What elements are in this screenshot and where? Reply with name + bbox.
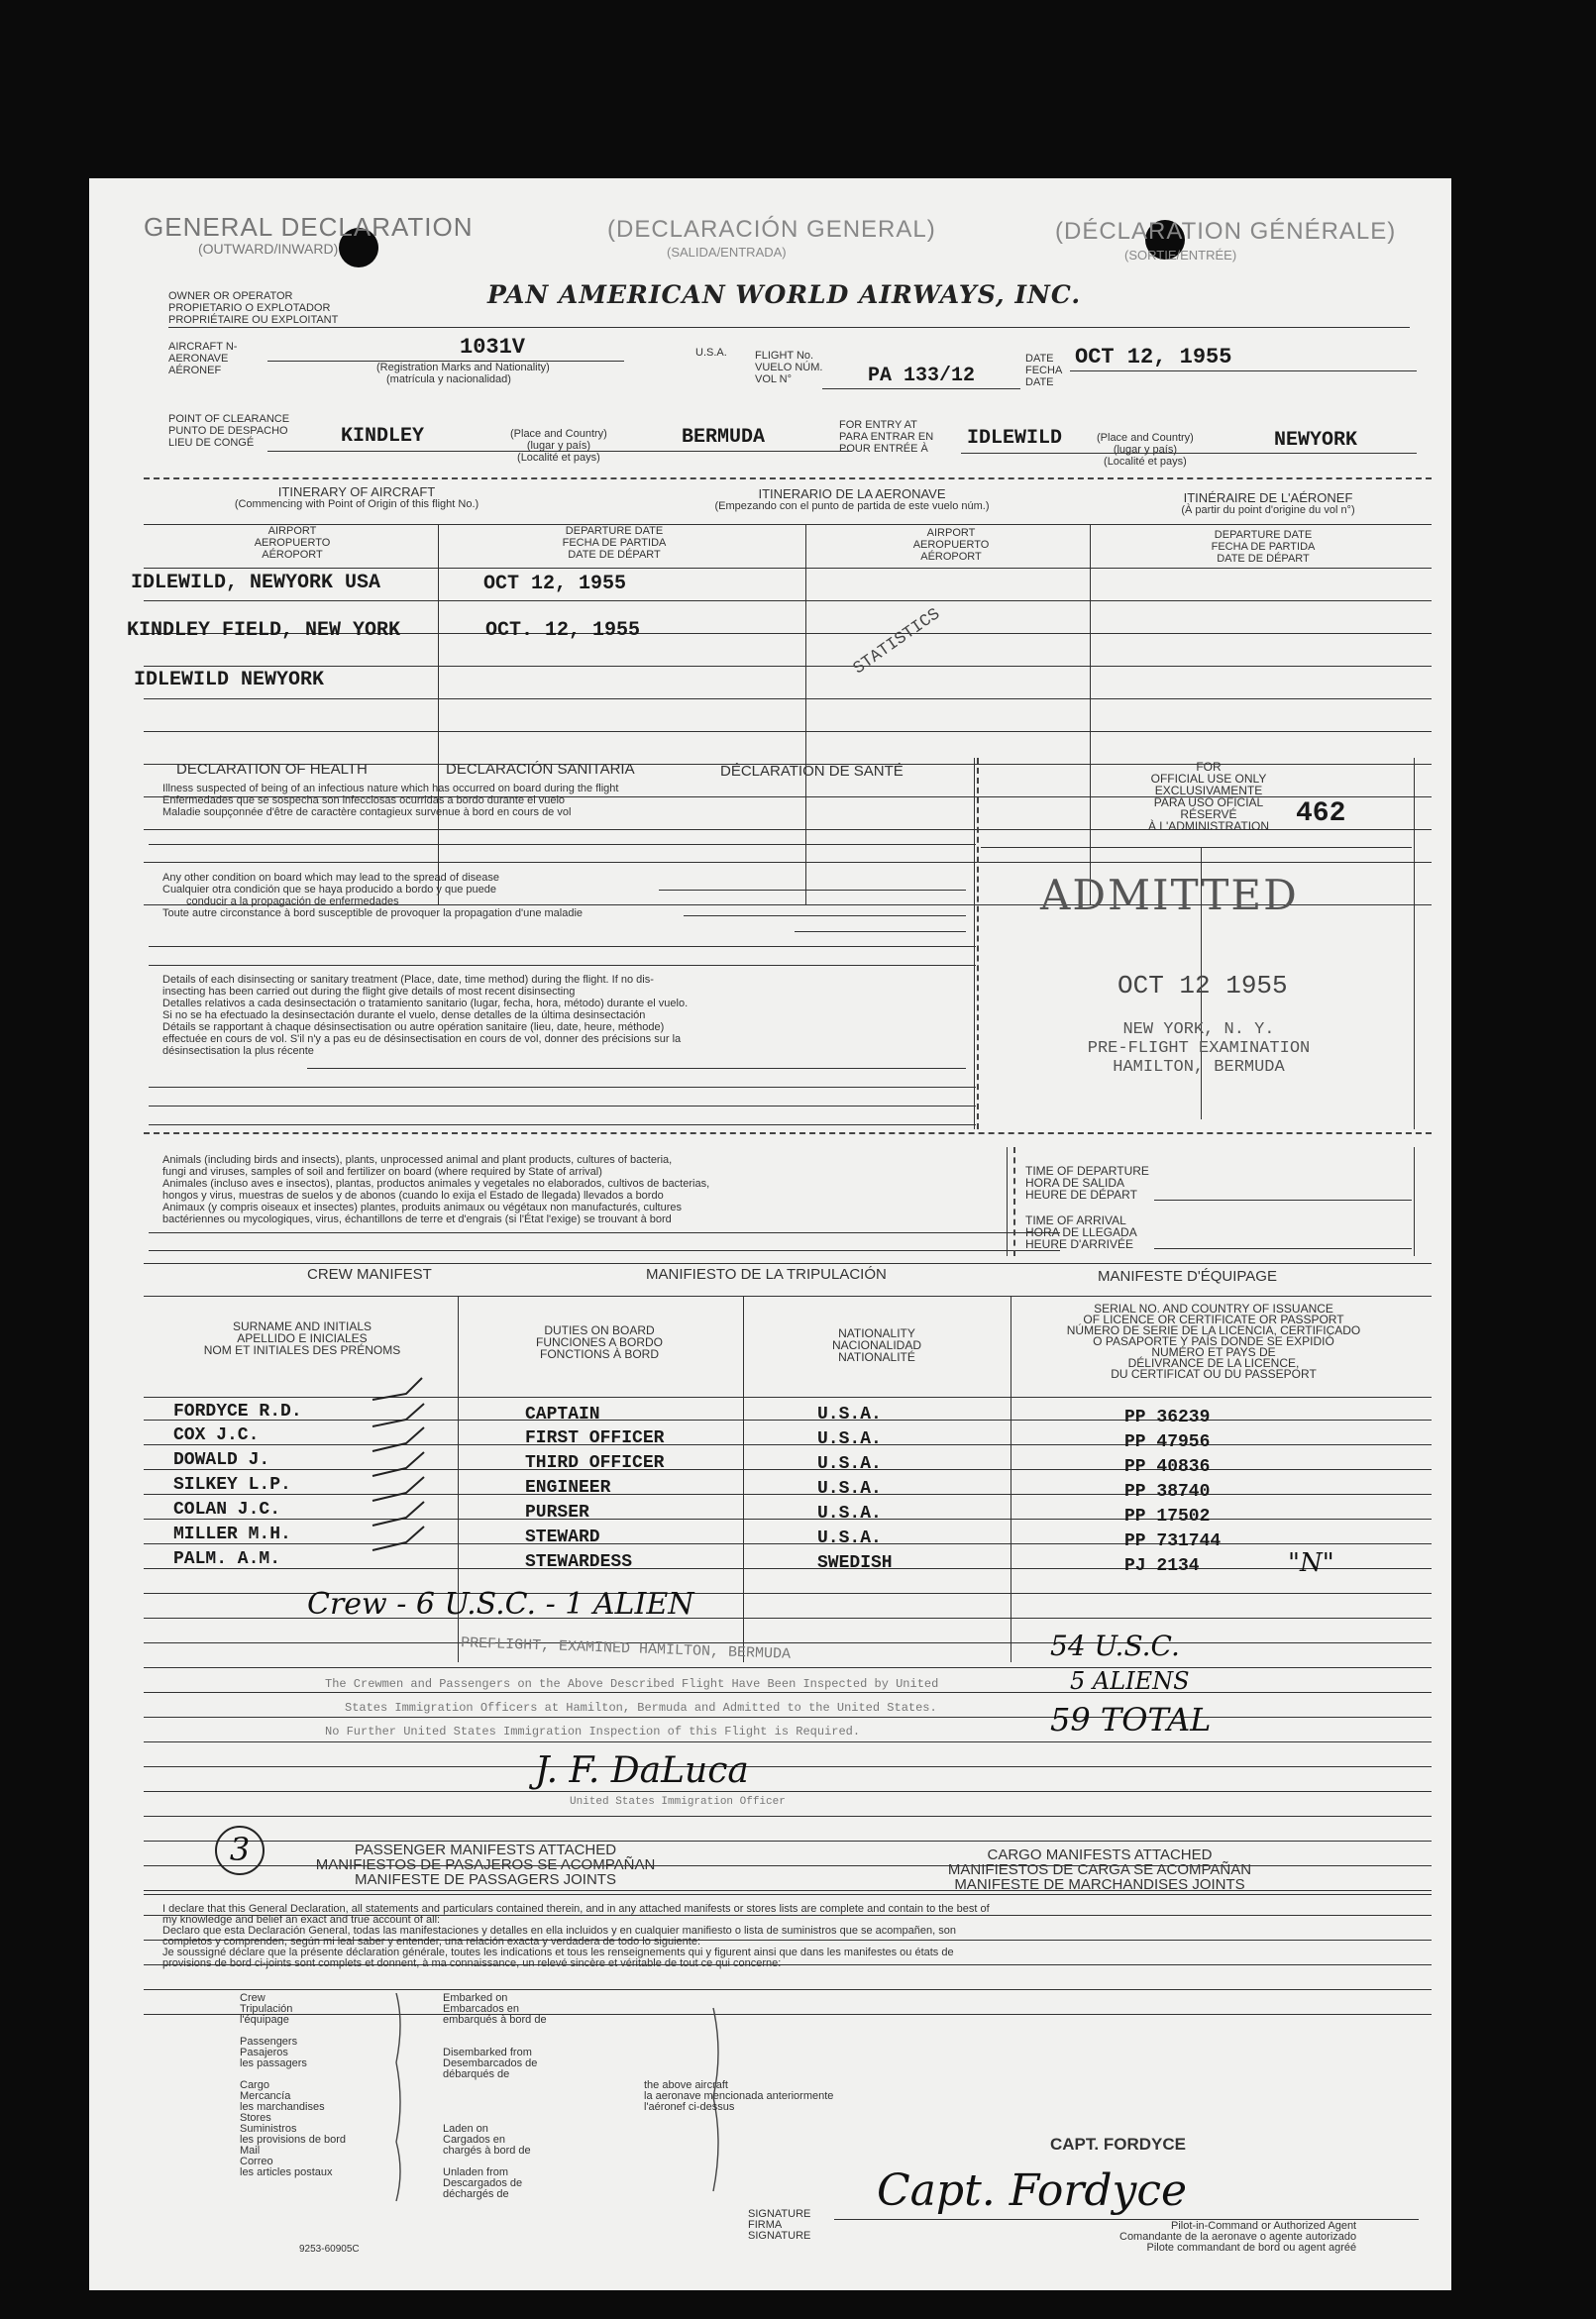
crew-heading-en: CREW MANIFEST bbox=[307, 1266, 432, 1283]
clearance-place: KINDLEY bbox=[341, 425, 425, 448]
crew-row-duty: CAPTAIN bbox=[525, 1405, 600, 1424]
crew-row-duty: ENGINEER bbox=[525, 1478, 611, 1498]
entry-label: FOR ENTRY AT PARA ENTRAR EN POUR ENTRÉE À bbox=[839, 419, 934, 455]
crew-row-name: DOWALD J. bbox=[173, 1450, 270, 1470]
signature-label: SIGNATURE FIRMA SIGNATURE bbox=[748, 2208, 811, 2242]
tally-aliens: 5 ALIENS bbox=[1070, 1667, 1190, 1695]
itinerary-heading-en: ITINERARY OF AIRCRAFT (Commencing with Point of Origin of this flight No.) bbox=[234, 484, 479, 510]
title-en: GENERAL DECLARATION bbox=[144, 212, 474, 242]
itinerary-col-date-2: DEPARTURE DATE FECHA DE PARTIDA DATE DE DÉPART bbox=[1211, 529, 1316, 565]
captain-signature: Capt. Fordyce bbox=[877, 2165, 1188, 2216]
itinerary-heading-es: ITINERARIO DE LA AERONAVE (Empezando con el punto de partida de este vuelo núm.) bbox=[714, 486, 990, 512]
admitted-stamp-date: OCT 12 1955 bbox=[1117, 971, 1288, 1001]
declaration-categories: Crew Tripulación l'équipage Passengers Pasajeros les passagers Cargo Mercancía les marchandises Stores Suministros les provisions de bord Mail Correo les articles postaux bbox=[240, 1992, 347, 2178]
flight-value: PA 133/12 bbox=[868, 365, 976, 387]
itinerary-row-date: OCT 12, 1955 bbox=[483, 573, 627, 595]
title-es-sub: (SALIDA/ENTRADA) bbox=[667, 245, 787, 260]
entry-country: NEWYORK bbox=[1274, 429, 1358, 452]
crew-row-licence: PP 36239 bbox=[1124, 1408, 1211, 1427]
check-marks bbox=[367, 1372, 456, 1570]
official-use-label: FOR OFFICIAL USE ONLY EXCLUSIVAMENTE PARA USO OFICIAL RÉSERVÉ À L'ADMINISTRATION bbox=[1147, 760, 1270, 833]
other-condition-text: Any other condition on board which may lead to the spread of disease Cualquier otra condición que se haya producido a bordo y que puede conducir a la propagación de enfermedades Toute autre circonstance à bord susceptible de provoquer la propagation d'une maladie bbox=[162, 872, 584, 919]
immigration-officer-label: United States Immigration Officer bbox=[570, 1796, 786, 1808]
aircraft-value: 1031V bbox=[460, 335, 526, 360]
crew-row-nationality: U.S.A. bbox=[817, 1429, 882, 1449]
itinerary-row-airport: IDLEWILD, NEWYORK USA bbox=[131, 572, 381, 594]
crew-col-duty: DUTIES ON BOARD FUNCIONES A BORDO FONCTIONS À BORD bbox=[535, 1323, 664, 1361]
itinerary-col-airport-2: AIRPORT AEROPUERTO AÉROPORT bbox=[912, 527, 990, 563]
crew-row-nationality: U.S.A. bbox=[817, 1454, 882, 1474]
cargo-manifests-label: CARGO MANIFESTS ATTACHED MANIFIESTOS DE CARGA SE ACOMPAÑAN MANIFESTE DE MARCHANDISES JOINTS bbox=[947, 1846, 1252, 1893]
crew-row-duty: STEWARD bbox=[525, 1528, 600, 1547]
owner-value: PAN AMERICAN WORLD AIRWAYS, INC. bbox=[487, 280, 1082, 309]
title-en-sub: (OUTWARD/INWARD) bbox=[198, 241, 339, 257]
crew-row-nationality: U.S.A. bbox=[817, 1528, 882, 1548]
palm-mark: "N" bbox=[1288, 1548, 1334, 1578]
itinerary-row-airport: IDLEWILD NEWYORK bbox=[134, 669, 325, 691]
captain-name: CAPT. FORDYCE bbox=[1050, 2135, 1186, 2154]
crew-col-licence: SERIAL NO. AND COUNTRY OF ISSUANCE OF LICENCE OR CERTIFICATE OR PASSPORT NÚMERO DE SERIE DE LA LICENCIA, CERTIFICADO O PASAPORTE Y PAÍS DONDE SE EXPIDIÓ NUMÉRO ET PAYS DE DÉLIVRANCE DE LA LICENCE, DU CERTIFICAT OU DU PASSEPORT bbox=[1066, 1302, 1361, 1381]
admitted-stamp-location: NEW YORK, N. Y. PRE-FLIGHT EXAMINATION HAMILTON, BERMUDA bbox=[1087, 1020, 1311, 1077]
itinerary-row-airport: KINDLEY FIELD, NEW YORK bbox=[127, 619, 401, 642]
crew-row-duty: PURSER bbox=[525, 1503, 589, 1523]
crew-col-name: SURNAME AND INITIALS APELLIDO E INICIALES NOM ET INITIALES DES PRÉNOMS bbox=[203, 1319, 401, 1357]
flight-label: FLIGHT No. VUELO NÚM. VOL N° bbox=[755, 350, 823, 385]
departure-time-label: TIME OF DEPARTURE HORA DE SALIDA HEURE DE DÉPART bbox=[1025, 1164, 1149, 1202]
tally-total: 59 TOTAL bbox=[1050, 1701, 1212, 1739]
date-value: OCT 12, 1955 bbox=[1075, 345, 1232, 369]
tally-usc: 54 U.S.C. bbox=[1050, 1630, 1180, 1662]
passenger-manifests-label: PASSENGER MANIFESTS ATTACHED MANIFIESTOS DE PASAJEROS SE ACOMPAÑAN MANIFESTE DE PASSAGERS JOINTS bbox=[315, 1842, 656, 1888]
crew-heading-fr: MANIFESTE D'ÉQUIPAGE bbox=[1098, 1268, 1277, 1285]
crew-row-duty: FIRST OFFICER bbox=[525, 1428, 665, 1448]
clearance-label: POINT OF CLEARANCE PUNTO DE DESPACHO LIEU DE CONGÉ bbox=[168, 413, 290, 449]
crew-row-licence: PP 17502 bbox=[1124, 1507, 1211, 1527]
itinerary-row-date: OCT. 12, 1955 bbox=[485, 619, 641, 642]
crew-row-name: MILLER M.H. bbox=[173, 1525, 291, 1544]
immigration-stamp-text: The Crewmen and Passengers on the Above Described Flight Have Been Inspected by United States Immigration Officers at Hamilton, Bermuda and Admitted to the United States. No Further United States Immigration Inspection of this Flight is Required. bbox=[325, 1677, 939, 1739]
registration-note: (Registration Marks and Nationality) (matrícula y nacionalidad) bbox=[376, 362, 550, 385]
form-number: 9253-60905C bbox=[299, 2244, 360, 2255]
crew-row-duty: THIRD OFFICER bbox=[525, 1453, 665, 1473]
crew-row-nationality: U.S.A. bbox=[817, 1405, 882, 1424]
itinerary-heading-fr: ITINÉRAIRE DE L'AÉRONEF (À partir du point d'origine du vol n°) bbox=[1181, 490, 1355, 516]
crew-row-name: COLAN J.C. bbox=[173, 1500, 281, 1520]
itinerary-col-date: DEPARTURE DATE FECHA DE PARTIDA DATE DE DÉPART bbox=[562, 525, 667, 561]
illness-text: Illness suspected of being of an infectious nature which has occurred on board during the flight Enfermedades que se sospecha son infecciosas ocurridas a bordo durante el vuelo Maladie soupçonnée d'être de caractère contagieux survenue à bord en cours de vol bbox=[162, 783, 619, 818]
crew-row-nationality: U.S.A. bbox=[817, 1479, 882, 1499]
entry-place-note: (Place and Country) (lugar y país) (Localité et pays) bbox=[1097, 432, 1194, 468]
crew-row-nationality: SWEDISH bbox=[817, 1553, 893, 1573]
animals-text: Animals (including birds and insects), plants, unprocessed animal and plant products, cultures of bacteria, fungi and viruses, samples of soil and fertilizer on board (where required by State of arrival) Animales (incluso aves e insectos), plantas, productos animales y vegetales no elaborados, cultivos de bacterias, hongos y virus, muestras de suelos y de abonos (cuando lo exija el Estado de llegada) llevados a bordo Animaux (y compris oiseaux et insectes) plantes, produits animaux ou végétaux non manufacturés, cultures bactériennes ou mycologiques, virus, échantillons de terre et d'engrais (si l'État l'exige) se trouvant à bord bbox=[162, 1154, 710, 1225]
crew-row-name: FORDYCE R.D. bbox=[173, 1402, 302, 1422]
admitted-stamp: ADMITTED bbox=[1040, 871, 1299, 919]
declaration-actions: Embarked on Embarcados en embarqués à bord de Disembarked from Desembarcados de débarqués de Laden on Cargados en chargés à bord de Unladen from Descargados de déchargés de bbox=[443, 1992, 547, 2200]
pilot-in-command-label: Pilot-in-Command or Authorized Agent Comandante de la aeronave o agente autorizado Pilote commandant de bord ou agent agréé bbox=[1119, 2220, 1357, 2254]
crew-row-name: SILKEY L.P. bbox=[173, 1475, 291, 1495]
owner-label: OWNER OR OPERATOR PROPIETARIO O EXPLOTADOR PROPRIÉTAIRE OU EXPLOITANT bbox=[168, 290, 339, 326]
aircraft-label: AIRCRAFT N- AERONAVE AÉRONEF bbox=[168, 341, 238, 376]
disinsecting-text: Details of each disinsecting or sanitary treatment (Place, date, time method) during the flight. If no dis- insecting has been carried out during the flight give details of most recent disinsecting Detalles relativos a cada desinsectación o tratamiento sanitario (lugar, fecha, hora, método) durante el vuelo. Si no se ha efectuado la desinsectación durante el vuelo, dense detalles de la última desinsectación Détails se rapportant à chaque désinsectisation ou autre opération sanitaire (lieu, date, heure, méthode) effectuée en cours de vol. S'il n'y a pas eu de désinsectisation en cours de vol, donner des précisions sur la désinsectisation la plus récente bbox=[162, 974, 689, 1057]
preflight-stamp: PREFLIGHT, EXAMINED HAMILTON, BERMUDA bbox=[460, 1634, 792, 1663]
clearance-country: BERMUDA bbox=[682, 426, 766, 449]
arrival-time-label: TIME OF ARRIVAL HORA DE LLEGADA HEURE D'ARRIVÉE bbox=[1025, 1213, 1137, 1251]
clearance-place-note: (Place and Country) (lugar y país) (Localité et pays) bbox=[510, 428, 607, 464]
official-number: 462 bbox=[1296, 798, 1346, 829]
crew-row-name: PALM. A.M. bbox=[173, 1549, 281, 1569]
crew-heading-es: MANIFIESTO DE LA TRIPULACIÓN bbox=[646, 1266, 887, 1283]
declaration-aircraft-ref: the above aircraft la aeronave mencionada anteriormente l'aéronef ci-dessus bbox=[644, 2079, 834, 2113]
crew-row-duty: STEWARDESS bbox=[525, 1552, 633, 1572]
health-heading-en: DECLARATION OF HEALTH bbox=[176, 761, 368, 778]
entry-place: IDLEWILD bbox=[967, 427, 1063, 450]
declaration-text: I declare that this General Declaration, all statements and particulars contained therein, and in any attached manifests or stores lists are complete and contain to the best of my knowledge and belief an exact and true account of all: Declaro que esta Declaración General, todas las manifestaciones y detalles en ella incluidos y en cualquier manifiesto o lista de suministros que se acompañen, son completos y comprenden, según mi leal saber y entender, una relación exacta y verdadera de todo lo siguiente: Je soussigné déclare que la présente déclaration générale, toutes les indications et tous les renseignements qui y figurent ainsi que dans les manifestes ou états de provisions de bord ci-joints sont complets et donnent, à ma connaissance, un relevé sincère et véritable de tout ce qui concerne: bbox=[162, 1903, 990, 1969]
health-heading-fr: DÉCLARATION DE SANTÉ bbox=[720, 763, 904, 780]
title-es: (DECLARACIÓN GENERAL) bbox=[607, 216, 936, 243]
crew-row-nationality: U.S.A. bbox=[817, 1504, 882, 1524]
statistics-stamp: STATISTICS bbox=[850, 605, 944, 680]
health-heading-es: DECLARACIÓN SANITARIA bbox=[446, 761, 635, 778]
title-fr-sub: (SORTIE/ENTRÉE) bbox=[1124, 248, 1237, 263]
title-fr: (DÉCLARATION GÉNÉRALE) bbox=[1055, 218, 1397, 245]
crew-row-licence: PJ 2134 bbox=[1124, 1556, 1200, 1576]
usa-label: U.S.A. bbox=[695, 347, 727, 359]
immigration-officer-signature: J. F. DaLuca bbox=[535, 1750, 749, 1791]
crew-handwritten-tally: Crew - 6 U.S.C. - 1 ALIEN bbox=[307, 1587, 694, 1622]
declaration-form bbox=[89, 178, 1451, 2290]
crew-row-name: COX J.C. bbox=[173, 1425, 260, 1445]
crew-col-nationality: NATIONALITY NACIONALIDAD NATIONALITÉ bbox=[831, 1326, 922, 1364]
crew-row-licence: PP 40836 bbox=[1124, 1457, 1211, 1477]
crew-row-licence: PP 731744 bbox=[1124, 1531, 1222, 1551]
crew-row-licence: PP 38740 bbox=[1124, 1482, 1211, 1502]
passenger-manifest-count: 3 bbox=[215, 1826, 265, 1875]
date-label: DATE FECHA DATE bbox=[1025, 353, 1063, 388]
itinerary-col-airport: AIRPORT AEROPUERTO AÉROPORT bbox=[254, 525, 331, 561]
crew-row-licence: PP 47956 bbox=[1124, 1432, 1211, 1452]
